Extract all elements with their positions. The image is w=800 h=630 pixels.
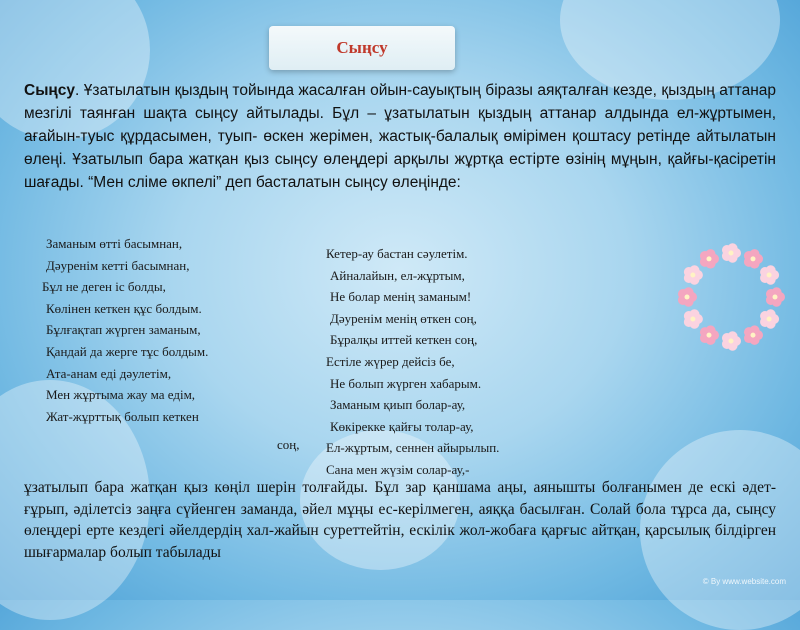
poem-line: Жат-жұрттық болып кеткен (46, 408, 199, 424)
flower-icon (722, 331, 741, 351)
poem-line: Бұралқы иттей кеткен соң, (330, 332, 478, 348)
flower-icon (744, 325, 763, 345)
flower-icon (744, 249, 763, 269)
poem-line: Сана мен жүзім солар-ау,- (326, 461, 470, 477)
poem-line: Не болар менің заманым! (330, 289, 472, 305)
intro-text: . Ұзатылатын қыздың тойында жасалған ойын-сауықтың біразы аяқталған кезде, қыздың аттанар мезгілі таянған шақта сыңсу айтылады. Бұл – ұзатылатын қыздың аттанар алдында ел-жұртымен, ағайын-туыс құрдасымен, туып- өскен жерімен, жастық-балалық өмірімен қоштасу ретінде айтылатын өлеңі. Ұзатылып бара жатқан қыз сыңсу өлеңдері арқылы жұртқа естірте өзінің мұңын, қайғы-қасіретін шағады. “Мен сліме өкпелі” деп басталатын сыңсу өлеңінде: (24, 82, 776, 191)
poem-line: Бұл не деген іс болды, (42, 279, 166, 295)
outro-paragraph: ұзатылып бара жатқан қыз көңіл шерін толғайды. Бұл зар қаншама аңы, аянышты болғанымен де ескі әдет-ғұрып, әділетсіз заңға сүйенген заманда, әйел мұңы ес-керілмеген, аяққа басылған. Солай бола тұрса да, сыңсу өлеңдері ерте кездегі әйелдердің хал-жайын суреттейтін, ескілік жол-жобаға қарғыс айтқан, қарсылық білдірген шығармалар болып табылады (24, 479, 776, 561)
poem-line: Заманым өтті басымнан, (46, 236, 183, 251)
flower-icon (760, 309, 779, 329)
poem-continuation: соң, (277, 437, 300, 452)
poem-line: Көлінен кеткен құс болдым. (46, 300, 202, 316)
poem-line: Мен жұртыма жау ма едім, (46, 387, 196, 403)
intro-paragraph (24, 79, 776, 194)
poem-line: Айналайын, ел-жұртым, (330, 267, 465, 283)
poem-line: Ел-жұртым, сеннен айырылып. (326, 440, 500, 456)
poem-line: Көкірекке қайғы толар-ау, (330, 418, 474, 434)
flower-icon (766, 287, 785, 307)
poem-line: Ата-анам еді дәулетім, (46, 365, 172, 381)
slide-title: Сыңсу (269, 26, 455, 70)
poem-line: Бұлғақтап жүрген заманым, (46, 322, 201, 338)
flower-icon (684, 265, 703, 285)
poem-line: Заманым қиып болар-ау, (330, 397, 466, 413)
flower-icon (760, 265, 779, 285)
flower-icon (722, 243, 741, 263)
watermark: © By www.website.com (702, 577, 786, 586)
intro-term: Сыңсу (24, 82, 76, 99)
poem-line: Қандай да жерге тұс болдым. (46, 343, 209, 359)
poem-left-column (42, 233, 209, 427)
poem-line: Кетер-ау бастан сәулетім. (326, 246, 468, 261)
flower-icon (684, 309, 703, 329)
poem-line: Не болып жүрген хабарым. (330, 375, 482, 391)
flower-icon (678, 287, 697, 307)
poem-line: Дәуренім кетті басымнан, (46, 257, 190, 273)
poem-line: Естіле жүрер дейсіз бе, (326, 353, 455, 369)
flower-wreath-icon (672, 238, 790, 356)
flower-icon (700, 249, 719, 269)
poem-right-column (326, 243, 499, 481)
flower-icon (700, 325, 719, 345)
poem-line: Дәуренім менің өткен соң, (330, 310, 477, 326)
